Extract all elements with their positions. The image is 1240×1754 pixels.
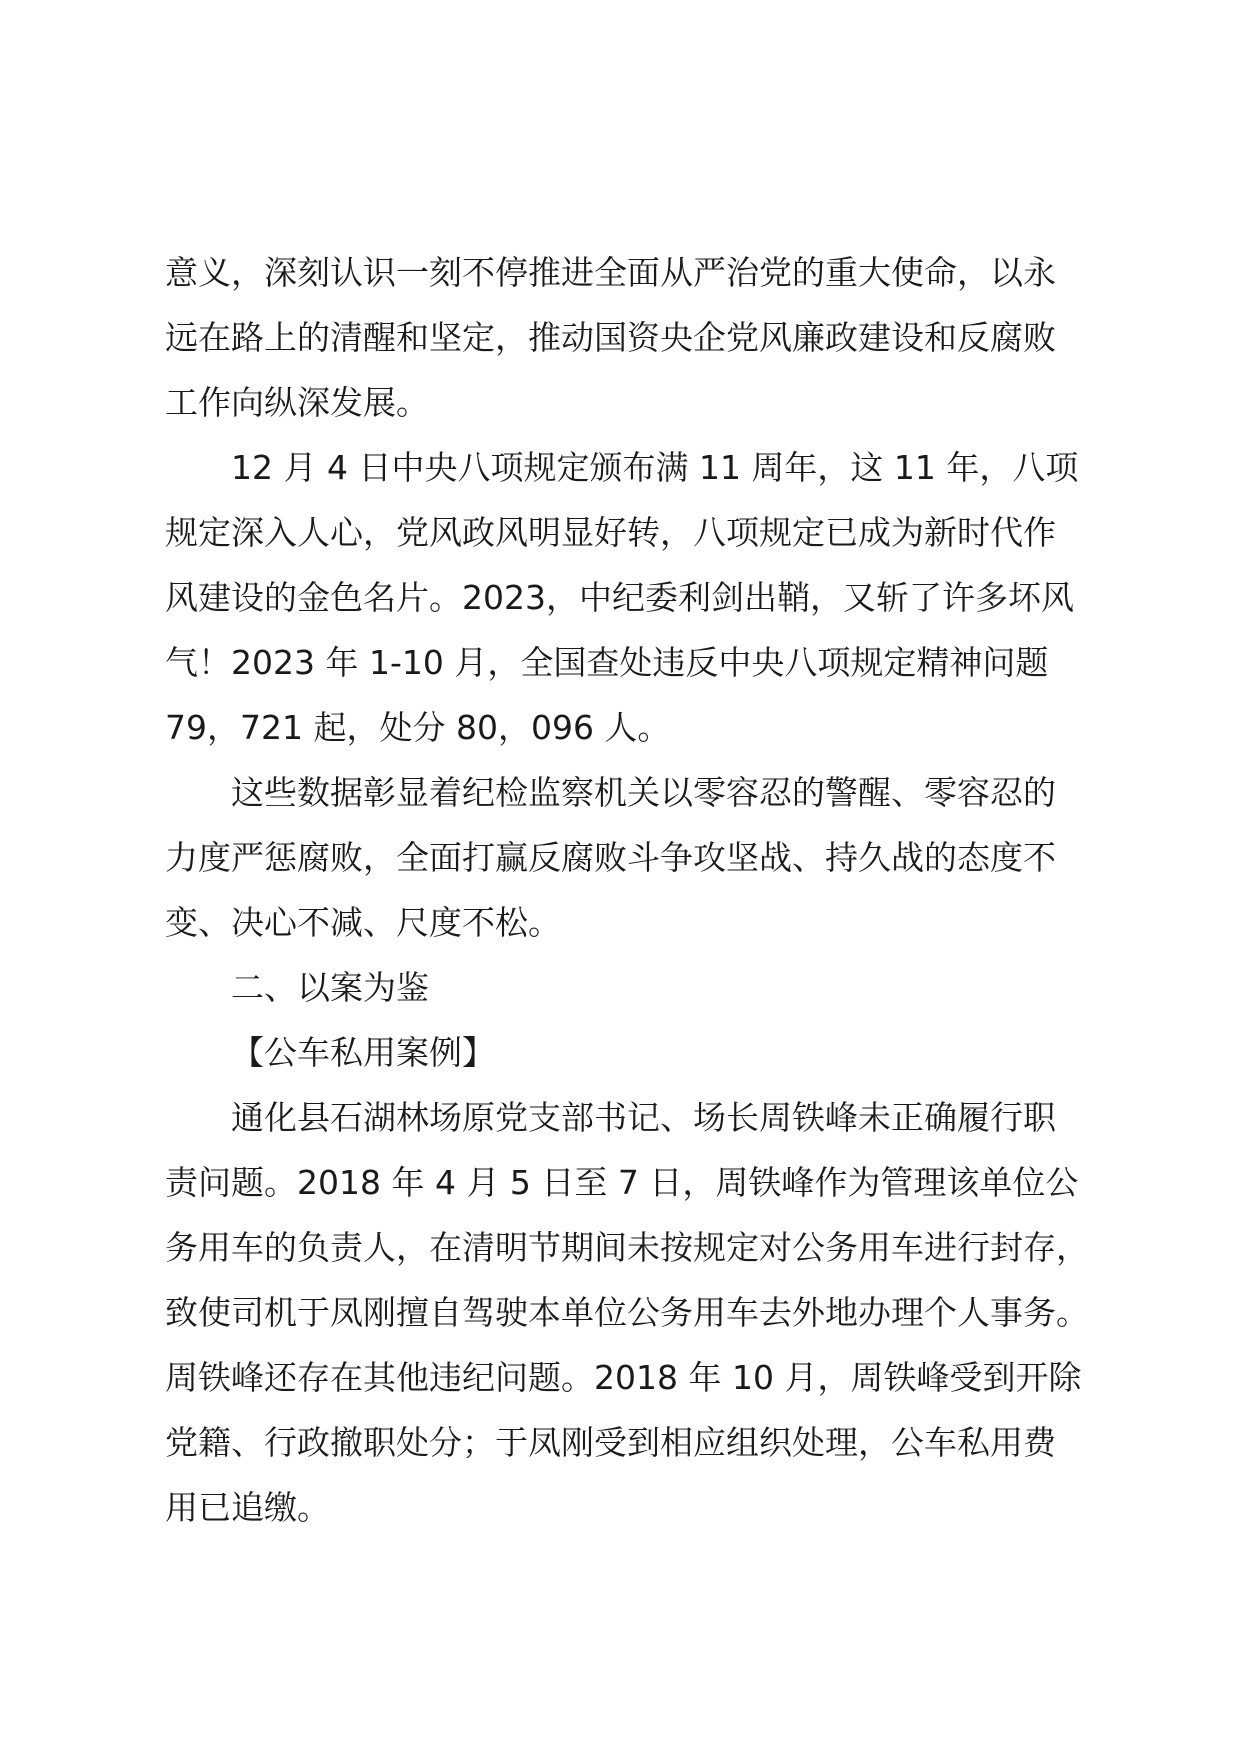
paragraph-line: 风建设的金色名片。2023，中纪委利剑出鞘，又斩了许多坏风 bbox=[165, 578, 1074, 617]
paragraph-line: 远在路上的清醒和坚定，推动国资央企党风廉政建设和反腐败 bbox=[165, 318, 1056, 357]
section-heading: 二、以案为鉴 bbox=[231, 968, 429, 1007]
paragraph-line: 通化县石湖林场原党支部书记、场长周铁峰未正确履行职 bbox=[231, 1098, 1056, 1137]
paragraph-line: 用已追缴。 bbox=[165, 1488, 330, 1527]
paragraph-line: 气！2023 年 1-10 月，全国查处违反中央八项规定精神问题 bbox=[165, 643, 1049, 682]
case-heading: 【公车私用案例】 bbox=[231, 1033, 495, 1072]
paragraph-line: 务用车的负责人，在清明节期间未按规定对公务用车进行封存， bbox=[165, 1228, 1089, 1267]
paragraph-line: 79，721 起，处分 80，096 人。 bbox=[165, 708, 671, 747]
paragraph-line: 工作向纵深发展。 bbox=[165, 383, 429, 422]
paragraph-line: 意义，深刻认识一刻不停推进全面从严治党的重大使命，以永 bbox=[165, 253, 1056, 292]
paragraph-line: 力度严惩腐败，全面打赢反腐败斗争攻坚战、持久战的态度不 bbox=[165, 838, 1056, 877]
paragraph-line: 规定深入人心，党风政风明显好转，八项规定已成为新时代作 bbox=[165, 513, 1056, 552]
paragraph-line: 周铁峰还存在其他违纪问题。2018 年 10 月，周铁峰受到开除 bbox=[165, 1358, 1082, 1397]
paragraph-line: 党籍、行政撤职处分；于凤刚受到相应组织处理，公车私用费 bbox=[165, 1423, 1056, 1462]
paragraph-line: 责问题。2018 年 4 月 5 日至 7 日，周铁峰作为管理该单位公 bbox=[165, 1163, 1079, 1202]
paragraph-line: 12 月 4 日中央八项规定颁布满 11 周年，这 11 年，八项 bbox=[231, 448, 1079, 487]
paragraph-line: 这些数据彰显着纪检监察机关以零容忍的警醒、零容忍的 bbox=[231, 773, 1056, 812]
paragraph-line: 变、决心不减、尺度不松。 bbox=[165, 903, 561, 942]
paragraph-line: 致使司机于凤刚擅自驾驶本单位公务用车去外地办理个人事务。 bbox=[165, 1293, 1089, 1332]
document-body bbox=[165, 240, 1089, 1540]
